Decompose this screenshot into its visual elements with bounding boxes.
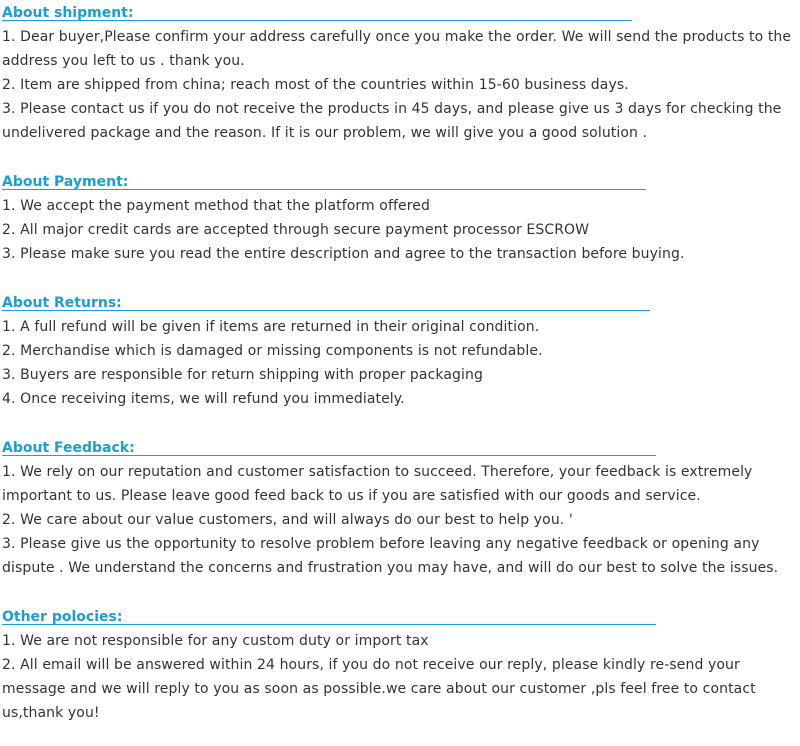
list-item: 3. Please make sure you read the entire description and agree to the transaction before buying. xyxy=(2,246,685,262)
section-list xyxy=(2,194,800,266)
section-heading xyxy=(2,605,656,629)
heading-underline xyxy=(2,624,656,625)
list-item: 1. Dear buyer,Please confirm your address carefully once you make the order. We will send the products to the address you left to us . thank you. xyxy=(2,29,792,69)
section-heading-text: Other polocies: xyxy=(2,609,123,625)
list-item: 4. Once receiving items, we will refund you immediately. xyxy=(2,391,405,407)
section-spacer xyxy=(2,411,800,435)
heading-underline xyxy=(2,455,656,456)
list-item: 1. We accept the payment method that the platform offered xyxy=(2,198,430,214)
section-spacer xyxy=(2,580,800,604)
section-heading xyxy=(2,1,632,25)
list-item: 2. We care about our value customers, and will always do our best to help you. ' xyxy=(2,512,573,528)
section-list xyxy=(2,25,800,145)
list-item: 2. All email will be answered within 24 hours, if you do not receive our reply, please kindly re-send your message and we will reply to you as soon as possible.we care about our customer ,pls feel free to contact us,thank you! xyxy=(2,657,756,721)
section-shipment xyxy=(2,0,800,169)
section-heading xyxy=(2,170,646,194)
section-other-policies xyxy=(2,604,800,725)
list-item: 1. We are not responsible for any custom duty or import tax xyxy=(2,633,429,649)
list-item: 1. A full refund will be given if items are returned in their original condition. xyxy=(2,319,540,335)
section-heading-text: About Feedback: xyxy=(2,440,135,456)
list-item: 1. We rely on our reputation and customer satisfaction to succeed. Therefore, your feedback is extremely important to us. Please leave good feed back to us if you are satisfied with our goods and service. xyxy=(2,464,753,504)
list-item: 2. All major credit cards are accepted through secure payment processor ESCROW xyxy=(2,222,590,238)
section-heading-text: About Payment: xyxy=(2,174,129,190)
list-item: 2. Item are shipped from china; reach most of the countries within 15-60 business days. xyxy=(2,77,629,93)
section-returns xyxy=(2,290,800,435)
list-item: 3. Please contact us if you do not receive the products in 45 days, and please give us 3 days for checking the undelivered package and the reason. If it is our problem, we will give you a good solution . xyxy=(2,101,782,141)
section-list xyxy=(2,629,800,725)
section-heading xyxy=(2,436,656,460)
section-feedback xyxy=(2,435,800,604)
heading-underline xyxy=(2,310,650,311)
section-spacer xyxy=(2,266,800,290)
section-heading xyxy=(2,291,650,315)
list-item: 3. Buyers are responsible for return shipping with proper packaging xyxy=(2,367,483,383)
heading-underline xyxy=(2,20,632,21)
list-item: 2. Merchandise which is damaged or missing components is not refundable. xyxy=(2,343,543,359)
section-heading-text: About shipment: xyxy=(2,5,134,21)
heading-underline xyxy=(2,189,646,190)
section-list xyxy=(2,460,800,580)
section-payment xyxy=(2,169,800,290)
section-spacer xyxy=(2,145,800,169)
section-list xyxy=(2,315,800,411)
list-item: 3. Please give us the opportunity to resolve problem before leaving any negative feedback or opening any dispute . We understand the concerns and frustration you may have, and will do our best to solve the issues. xyxy=(2,536,779,576)
section-heading-text: About Returns: xyxy=(2,295,122,311)
